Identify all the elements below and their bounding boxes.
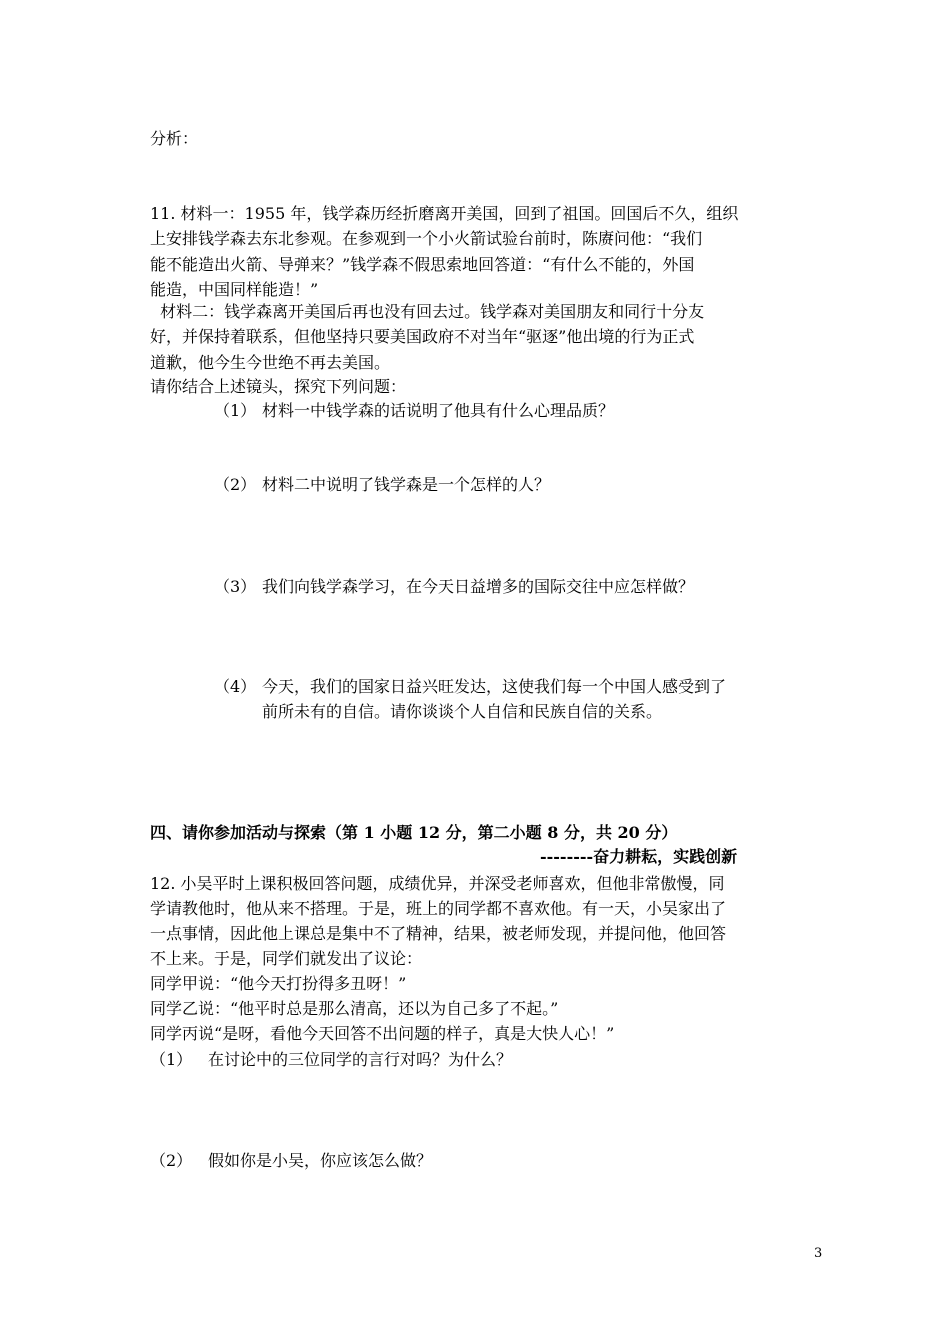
analysis-label: 分析： — [150, 129, 199, 148]
q11-line: 能不能造出火箭、导弹来？”钱学森不假思索地回答道：“有什么不能的，外国 — [150, 255, 695, 274]
q12-line: 不上来。于是，同学们就发出了议论： — [150, 949, 423, 968]
q11-line: 道歉，他今生今世绝不再去美国。 — [150, 353, 391, 372]
q11-line: 上安排钱学森去东北参观。在参观到一个小火箭试验台前时，陈赓问他：“我们 — [150, 229, 703, 248]
section-heading: 四、请你参加活动与探索（第 1 小题 12 分，第二小题 8 分，共 20 分） — [150, 823, 678, 842]
q11-line: 材料二：钱学森离开美国后再也没有回去过。钱学森对美国朋友和同行十分友 — [150, 302, 705, 321]
q12-line: 学请教他时，他从来不搭理。于是，班上的同学都不喜欢他。有一天，小吴家出了 — [150, 899, 727, 918]
q12-line: 同学甲说：“他今天打扮得多丑呀！” — [150, 974, 407, 993]
sub-number: （2） — [150, 1151, 193, 1170]
q12-line: 12. 小吴平时上课积极回答问题，成绩优异，并深受老师喜欢，但他非常傲慢，同 — [150, 874, 725, 893]
sub-number: （3） — [214, 577, 257, 596]
sub-text: 我们向钱学森学习，在今天日益增多的国际交往中应怎样做？ — [262, 577, 695, 596]
q11-line: 11. 材料一：1955 年，钱学森历经折磨离开美国，回到了祖国。回国后不久，组织 — [150, 204, 739, 223]
sub-number: （4） — [214, 677, 257, 696]
sub-text: 在讨论中的三位同学的言行对吗？为什么？ — [208, 1050, 513, 1069]
sub-text: 材料一中钱学森的话说明了他具有什么心理品质？ — [262, 401, 615, 420]
section-motto: --------奋力耕耘，实践创新 — [540, 847, 738, 866]
sub-text: 今天，我们的国家日益兴旺发达，这使我们每一个中国人感受到了 — [262, 677, 727, 696]
q11-sub-3 — [214, 576, 694, 598]
sub-number: （2） — [214, 475, 257, 494]
q11-line: 好，并保持着联系，但他坚持只要美国政府不对当年“驱逐”他出境的行为正式 — [150, 327, 695, 346]
q11-line: 请你结合上述镜头，探究下列问题： — [150, 377, 407, 396]
q11-sub-2 — [214, 474, 550, 496]
q11-sub-4 — [214, 676, 726, 698]
q11-sub-4-continued: 前所未有的自信。请你谈谈个人自信和民族自信的关系。 — [262, 702, 663, 721]
sub-number: （1） — [150, 1050, 193, 1069]
q12-line: 同学乙说：“他平时总是那么清高，还以为自己多了不起。” — [150, 999, 559, 1018]
q12-line: 同学丙说“是呀，看他今天回答不出问题的样子，真是大快人心！” — [150, 1024, 615, 1043]
q12-line: 一点事情，因此他上课总是集中不了精神，结果，被老师发现，并提问他，他回答 — [150, 924, 727, 943]
q11-sub-1 — [214, 400, 614, 422]
sub-text: 假如你是小吴，你应该怎么做？ — [208, 1151, 433, 1170]
sub-text: 材料二中说明了钱学森是一个怎样的人？ — [262, 475, 551, 494]
q12-sub-1 — [150, 1049, 512, 1071]
page-number: 3 — [814, 1246, 823, 1261]
q11-line: 能造，中国同样能造！” — [150, 280, 319, 299]
sub-number: （1） — [214, 401, 257, 420]
q12-sub-2 — [150, 1150, 432, 1172]
